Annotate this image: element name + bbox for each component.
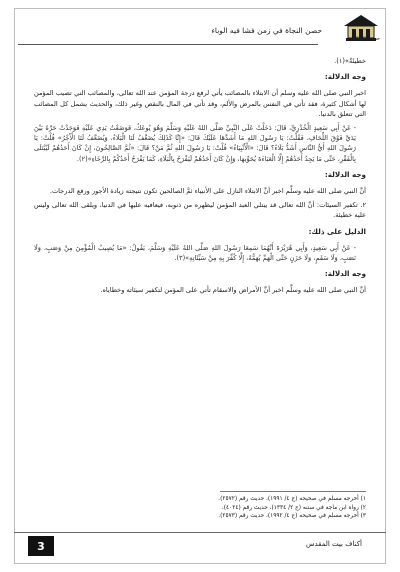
section-heading: وجه الدلالة: [324,169,366,179]
hadith-quote: - عَنْ أَبِي سَعِيدٍ الْخُدْرِيِّ، قَالَ: دَخَلْتُ عَلَى النَّبِيِّ صَلَّى اللهُ عَلَيْهِ وَسَلَّمَ وَهُوَ يُوعَكُ، فَوَضَعْتُ يَدِي عَلَيْهِ فَوَجَدْتُ حَرَّهُ بَيْنَ يَدَيَّ فَوْقَ اللِّحَافِ، فَقُلْتُ: يَا رَسُولَ اللهِ مَا أَشَدَّهَا عَلَيْكَ قَالَ: «إِنَّا كَذَلِكَ يُضَعَّفُ لَنَا الْبَلَاءُ، وَيُضَعَّفُ لَنَا الْأَجْرُ» قُلْتُ: يَا رَسُولَ اللهِ أَيُّ النَّاسِ أَشَدُّ بَلَاءً؟ قَالَ: «الْأَنْبِيَاءُ» قُلْتُ: يَا رَسُولَ اللهِ ثُمَّ مَنْ؟ قَالَ: «ثُمَّ الصَّالِحُونَ، إِنْ كَانَ أَحَدُهُمْ لَيُبْتَلَى بِالْفَقْرِ، حَتَّى مَا يَجِدُ أَحَدُهُمْ إِلَّا الْعَبَاءَةَ يُحَوِّيهَا، وَإِنْ كَانَ أَحَدُهُمْ لَيَفْرَحُ بِالْبَلَاءِ، كَمَا يَفْرَحُ أَحَدُكُمْ بِالرَّخَاءِ»(٢). [34,124,356,163]
paragraph: أنَّ النبي صلى الله عليه وسلَّم اخبر أنَّ الأمراض والاسقام تأتي على المؤمن لتكفير سيئاته وخطاياه. [100,286,366,295]
section-heading: وجه الدلالة: [324,72,366,82]
section-heading: وجه الدلالة: [324,269,366,279]
magazine-name: أكناف بيت المقدس [305,540,362,548]
footnote-divider [220,491,366,492]
running-title: حصن النجاة في زمن فشا فيه الوباء [211,26,322,35]
paragraph: أنَّ النبي صلى الله عليه وسلَّم اخبر أنَّ الابتلاء النازل على الأنبياء ثمَّ الصالحين تكون نتيجته زيادة الأجور ورفع الدرجات. [49,187,366,196]
footnote: ٣) أخرجه مسلم في صحيحه (ج ٤/ ١٩٩٢)، حديث رقم (٢٥٧٣). [218,513,366,520]
footnote: ٢) رواه ابن ماجه في سننه (ج ٢/ ١٣٣٤)، حديث رقم (٤٠٢٤). [221,504,366,511]
paragraph: خطيئَةٌ»(١). [334,57,366,65]
footnotes [34,495,366,521]
page-body [34,56,366,300]
logo-icon [340,12,382,54]
footnote: ١) أخرجه مسلم في صحيحه (ج ٤/ ١٩٩١)، حديث رقم (٢٥٧٢). [218,496,366,502]
paragraph: اخبر النبي صلى الله عليه وسلم أن الابتلاء بالمصائب يأتي لرفع درجة المؤمن عند الله تعالى، والمصائب التي تصيب المؤمن لها أشكال كثيرة، فقد تأتي في النفس بالمرض والألم، وقد تأتي في المال بالنقص وغير ذلك، والحديث يشمل كل المصائب التي تتعلق بالدنيا. [34,89,366,118]
logo-label: حصن الإسلام [352,36,380,42]
paragraph: ٢. تكفير السيئات: أنَّ الله تعالى قد يبتلي العبد المؤمن ليطهره من ذنوبه، فيعافيه عليها في الدنيا، ويلقى الله تعالى وليس عليه خطيئة. [34,201,366,220]
hadith-quote: - عَنْ أَبِي سَعِيدٍ، وَأَبِي هُرَيْرَةَ أَنَّهُمَا سَمِعَا رَسُولَ اللهِ صَلَّى اللهُ عَلَيْهِ وَسَلَّمَ، يَقُولُ: «مَا يُصِيبُ الْمُؤْمِنَ مِنْ وَصَبٍ، وَلَا نَصَبٍ، وَلَا سَقَمٍ، وَلَا حَزَنٍ حَتَّى الْهَمِّ يُهَمُّهُ، إِلَّا كُفِّرَ بِهِ مِنْ سَيِّئَاتِهِ»(٣). [34,243,356,263]
page-number: 3 [28,536,54,556]
header-divider [18,44,318,45]
page-header [18,12,382,42]
section-heading: الدليل على ذلك: [308,226,366,236]
